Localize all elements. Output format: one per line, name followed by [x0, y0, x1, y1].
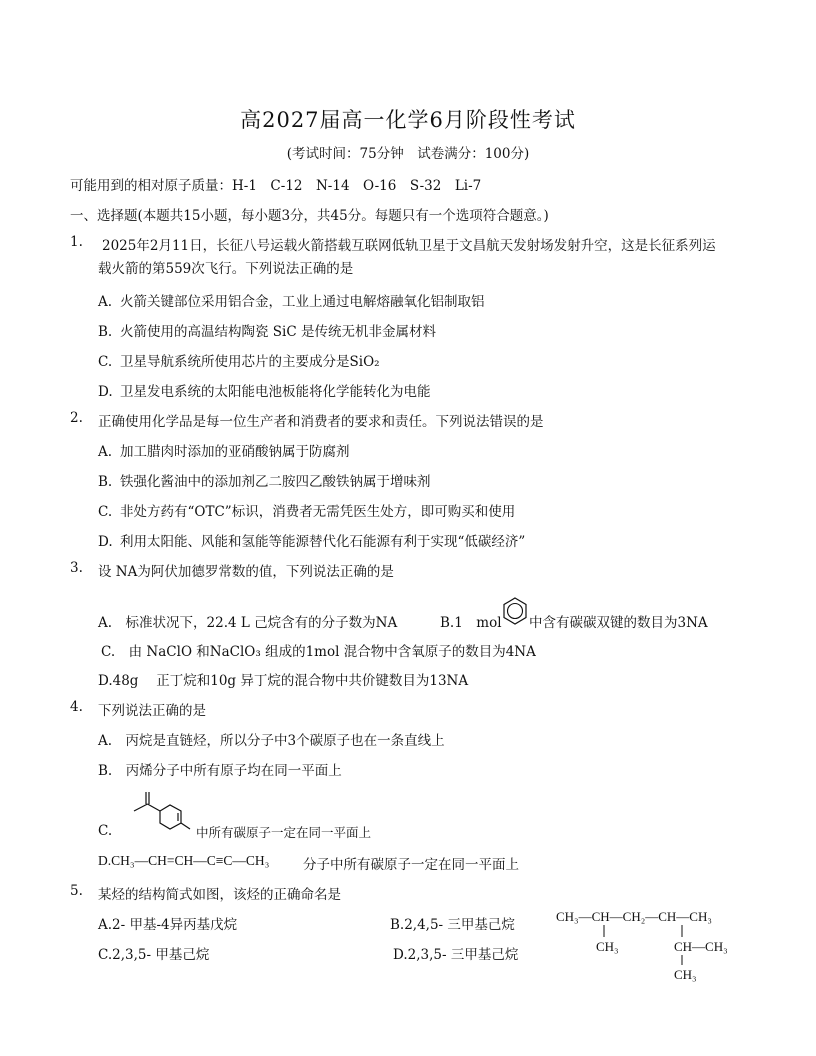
question-4-number: 4.	[70, 699, 83, 715]
question-3-option-b-suffix: 中含有碳碳双键的数目为3NA	[529, 615, 708, 631]
structure-branch-methyl-2: CH₃	[674, 967, 697, 982]
option-letter: C.	[98, 504, 113, 520]
section-heading: 一、选择题(本题共15小题，每小题3分，共45分。每题只有一个选项符合题意。)	[70, 208, 549, 224]
question-1-option-c[interactable]	[98, 350, 380, 370]
option-text: 火箭使用的高温结构陶瓷 SiC 是传统无机非金属材料	[120, 324, 436, 340]
question-4-option-d-formula[interactable]: D.CH₃—CH=CH—C≡C—CH₃	[98, 853, 270, 868]
structure-branch-methyl-1: CH₃	[596, 939, 619, 954]
option-text: 铁强化酱油中的添加剂乙二胺四乙酸铁钠属于增味剂	[120, 474, 431, 490]
question-4-option-b[interactable]: B. 丙烯分子中所有原子均在同一平面上	[98, 763, 342, 779]
question-5-option-b[interactable]: B.2,4,5- 三甲基己烷	[390, 917, 515, 933]
question-2-option-d[interactable]	[98, 530, 525, 550]
option-letter: D.	[98, 534, 113, 550]
option-letter: A.	[98, 294, 113, 310]
option-text: 火箭关键部位采用铝合金，工业上通过电解熔融氧化铝制取铝	[120, 294, 485, 310]
question-5-stem: 某烃的结构简式如图，该烃的正确命名是	[98, 887, 341, 903]
question-1-number: 1.	[70, 234, 83, 250]
option-letter: A.	[98, 444, 113, 460]
question-2-option-b[interactable]	[98, 470, 431, 490]
question-3-option-d[interactable]: D.48g 正丁烷和10g 异丁烷的混合物中共价键数目为13NA	[98, 673, 469, 689]
question-2-option-a[interactable]	[98, 440, 350, 460]
exam-subtitle: (考试时间：75分钟 试卷满分：100分)	[286, 146, 530, 162]
question-4-option-c-letter[interactable]: C.	[98, 823, 113, 839]
question-4-option-d-text: 分子中所有碳原子一定在同一平面上	[303, 857, 519, 873]
question-2-number: 2.	[70, 410, 83, 426]
question-3-number: 3.	[70, 560, 83, 576]
exam-title: 高2027届高一化学6月阶段性考试	[240, 108, 576, 132]
question-5-number: 5.	[70, 883, 83, 899]
question-3-option-a[interactable]: A. 标准状况下，22.4 L 己烷含有的分子数为NA	[98, 615, 398, 631]
question-3-stem: 设 NA为阿伏加德罗常数的值，下列说法正确的是	[98, 564, 394, 580]
option-letter: C.	[98, 354, 113, 370]
option-letter: B.	[98, 474, 113, 490]
limonene-skeletal-structure	[126, 788, 198, 838]
question-2-stem: 正确使用化学品是每一位生产者和消费者的要求和责任。下列说法错误的是	[98, 414, 544, 430]
question-5-option-a[interactable]: A.2- 甲基-4异丙基戊烷	[98, 917, 238, 933]
benzene-ring-icon	[500, 596, 530, 626]
question-3-option-c[interactable]: C. 由 NaClO 和NaClO₃ 组成的1mol 混合物中含氧原子的数目为4NA	[101, 644, 536, 660]
structure-main-chain: CH₃—CH—CH₂—CH—CH₃	[556, 909, 712, 924]
structure-branch-isopropyl: CH—CH₃	[674, 939, 728, 954]
hydrocarbon-structure-diagram	[556, 906, 746, 986]
question-2-option-c[interactable]	[98, 500, 515, 520]
question-1-stem-line1: 2025年2月11日，长征八号运载火箭搭载互联网低轨卫星于文昌航天发射场发射升空，这是长征系列运	[102, 238, 716, 254]
option-text: 非处方药有“OTC”标识，消费者无需凭医生处方，即可购买和使用	[120, 504, 516, 520]
question-1-stem-line2: 载火箭的第559次飞行。下列说法正确的是	[98, 261, 354, 277]
question-5-option-c[interactable]: C.2,3,5- 甲基己烷	[98, 947, 210, 963]
question-1-option-a[interactable]	[98, 290, 485, 310]
option-letter: D.	[98, 384, 113, 400]
question-1-option-b[interactable]	[98, 320, 436, 340]
question-4-option-c-text: 中所有碳原子一定在同一平面上	[196, 825, 372, 840]
option-text: 卫星发电系统的太阳能电池板能将化学能转化为电能	[120, 384, 431, 400]
question-1-option-d[interactable]	[98, 380, 431, 400]
question-4-option-a[interactable]: A. 丙烷是直链烃，所以分子中3个碳原子也在一条直线上	[98, 733, 445, 749]
option-text: 加工腊肉时添加的亚硝酸钠属于防腐剂	[120, 444, 350, 460]
question-4-stem: 下列说法正确的是	[98, 703, 206, 719]
option-text: 利用太阳能、风能和氢能等能源替代化石能源有利于实现“低碳经济”	[120, 534, 526, 550]
option-letter: B.	[98, 324, 113, 340]
question-5-option-d[interactable]: D.2,3,5- 三甲基己烷	[393, 947, 519, 963]
question-3-option-b-prefix[interactable]: B.1 mol	[440, 615, 502, 631]
atomic-masses: 可能用到的相对原子质量：H-1 C-12 N-14 O-16 S-32 Li-7	[70, 178, 482, 194]
option-text: 卫星导航系统所使用芯片的主要成分是SiO₂	[120, 354, 380, 370]
